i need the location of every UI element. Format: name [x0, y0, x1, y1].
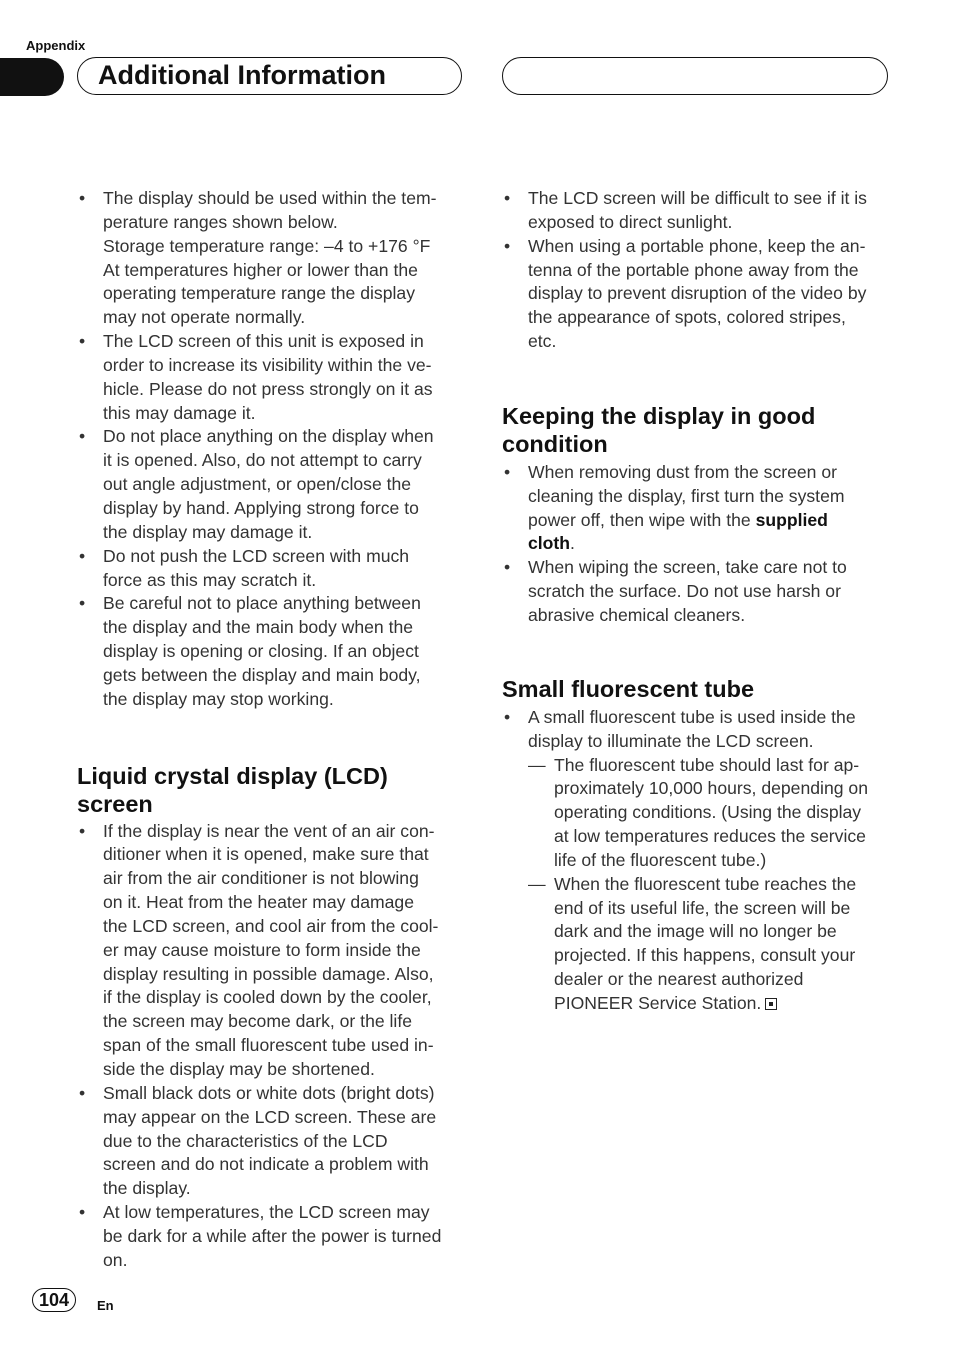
dash-mark: —: [528, 873, 546, 894]
text-line: When the fluorescent tube reaches the: [554, 873, 857, 894]
text-line: out angle adjustment, or open/close the: [103, 474, 412, 495]
text-line: [528, 532, 892, 556]
text-fragment: power off, then wipe with the: [528, 509, 756, 530]
heading-line: condition: [502, 430, 608, 457]
text-line: ditioner when it is opened, make sure that: [103, 844, 429, 865]
language-code: En: [97, 1298, 114, 1313]
list-item: [77, 425, 467, 544]
text-line: if the display is cooled down by the cooler,: [103, 987, 432, 1008]
text-line: • The LCD screen will be difficult to see if it is: [528, 188, 867, 208]
text-line: the appearance of spots, colored stripes,: [528, 307, 846, 328]
text-line: Storage temperature range: –4 to +176 °F: [103, 235, 431, 256]
text-line: • Small black dots or white dots (bright dots): [103, 1082, 435, 1103]
text-line: operating temperature range the display: [103, 283, 415, 304]
text-line: the display may stop working.: [103, 688, 334, 709]
text-line: force as this may scratch it.: [103, 569, 317, 590]
text-line: hicle. Please do not press strongly on it as: [103, 378, 433, 399]
text-line: operating conditions. (Using the display: [554, 802, 862, 823]
text-line: on it. Heat from the heater may damage: [103, 892, 414, 913]
text-line: screen and do not indicate a problem with: [103, 1154, 429, 1175]
list-item: [77, 330, 467, 425]
text-fragment: PIONEER Service Station.: [554, 992, 762, 1013]
general-bullet-list: [77, 187, 467, 712]
text-line: the display and the main body when the: [103, 617, 414, 638]
text-line: on.: [103, 1249, 128, 1270]
list-item: [502, 235, 892, 354]
text-line: dealer or the nearest authorized: [554, 969, 804, 990]
text-line: projected. If this happens, consult your: [554, 945, 856, 966]
text-line: this may damage it.: [103, 402, 256, 423]
list-item: [77, 187, 467, 330]
text-line: side the display may be shortened.: [103, 1059, 375, 1079]
text-line: due to the characteristics of the LCD: [103, 1130, 388, 1151]
text-line: the screen may become dark, or the life: [103, 1011, 413, 1032]
text-line: display is opening or closing. If an object: [103, 641, 419, 662]
keeping-bullet-list: [502, 461, 892, 628]
text-line: proximately 10,000 hours, depending on: [554, 778, 868, 799]
list-item: [502, 706, 892, 1016]
text-line: dark and the image will no longer be: [554, 921, 837, 942]
text-line: display by hand. Applying strong force to: [103, 497, 419, 518]
bold-term: supplied: [755, 509, 828, 530]
list-item: [502, 461, 892, 556]
tube-bullet-list: [502, 706, 892, 1016]
text-line: may not operate normally.: [103, 307, 306, 328]
heading-line: Keeping the display in good: [502, 402, 816, 429]
text-line: • When using a portable phone, keep the an-: [528, 235, 866, 256]
text-line: display to prevent disruption of the video by: [528, 283, 867, 304]
tube-section-heading: Small fluorescent tube: [502, 675, 755, 702]
dash-item: [528, 754, 892, 873]
dash-mark: —: [528, 754, 546, 775]
text-line: end of its useful life, the screen will be: [554, 897, 851, 918]
text-line: • At low temperatures, the LCD screen may: [103, 1202, 430, 1223]
list-item: [77, 1082, 467, 1201]
text-line: [528, 509, 892, 533]
text-line: the display may damage it.: [103, 521, 313, 542]
text-line: gets between the display and main body,: [103, 664, 421, 685]
text-line: [554, 992, 892, 1016]
lcd-section-heading: Liquid crystal display (LCD) screen: [77, 762, 388, 817]
text-line: • A small fluorescent tube is used inside the: [528, 706, 856, 727]
keeping-section-heading: [502, 402, 892, 458]
text-line: • The LCD screen of this unit is exposed in: [103, 331, 424, 352]
list-item: [77, 592, 467, 711]
text-line: • Do not push the LCD screen with much: [103, 545, 410, 566]
section-label: Appendix: [26, 38, 86, 53]
right-column: [502, 187, 892, 1016]
text-line: air from the air conditioner is not blowing: [103, 868, 419, 889]
text-line: • When wiping the screen, take care not to: [528, 557, 847, 578]
text-line: • The display should be used within the tem-: [103, 188, 437, 208]
text-line: scratch the surface. Do not use harsh or: [528, 581, 841, 602]
text-line: life of the fluorescent tube.): [554, 849, 767, 870]
text-fragment: .: [570, 533, 575, 554]
title-box: [77, 57, 462, 95]
text-line: etc.: [528, 331, 557, 352]
text-line: abrasive chemical cleaners.: [528, 604, 746, 625]
empty-header-box: [502, 57, 888, 95]
text-line: it is opened. Also, do not attempt to carry: [103, 450, 422, 471]
text-line: the LCD screen, and cool air from the cool-: [103, 915, 439, 936]
text-line: tenna of the portable phone away from the: [528, 259, 859, 280]
text-line: perature ranges shown below.: [103, 211, 338, 232]
text-line: • When removing dust from the screen or: [528, 461, 837, 482]
list-item: [77, 545, 467, 593]
visibility-bullet-list: [502, 187, 892, 354]
text-line: er may cause moisture to form inside the: [103, 939, 421, 960]
text-line: the display.: [103, 1178, 191, 1199]
text-line: display resulting in possible damage. Also,: [103, 963, 434, 984]
left-column: [77, 187, 467, 1273]
text-line: cleaning the display, first turn the system: [528, 485, 845, 506]
text-line: The fluorescent tube should last for ap-: [554, 754, 860, 775]
bold-term: cloth: [528, 533, 571, 554]
text-line: display to illuminate the LCD screen.: [528, 730, 814, 751]
list-item: [77, 820, 467, 1082]
text-line: At temperatures higher or lower than the: [103, 259, 418, 280]
text-line: • Be careful not to place anything between: [103, 593, 421, 614]
list-item: [502, 187, 892, 235]
text-line: may appear on the LCD screen. These are: [103, 1106, 437, 1127]
lcd-bullet-list: [77, 820, 467, 1273]
page-title: Additional Information: [98, 60, 386, 90]
text-line: • If the display is near the vent of an air con-: [103, 820, 435, 841]
page-number: 104: [32, 1288, 76, 1312]
text-line: • Do not place anything on the display when: [103, 426, 434, 447]
list-item: [502, 556, 892, 628]
text-line: span of the small fluorescent tube used in-: [103, 1035, 434, 1056]
dash-item: [528, 873, 892, 1016]
list-item: [77, 1201, 467, 1273]
section-tab: [0, 58, 64, 96]
text-line: be dark for a while after the power is turned: [103, 1225, 442, 1246]
end-of-section-icon: [765, 998, 777, 1010]
text-line: exposed to direct sunlight.: [528, 211, 733, 232]
text-line: order to increase its visibility within the ve-: [103, 354, 432, 375]
text-line: at low temperatures reduces the service: [554, 826, 866, 847]
